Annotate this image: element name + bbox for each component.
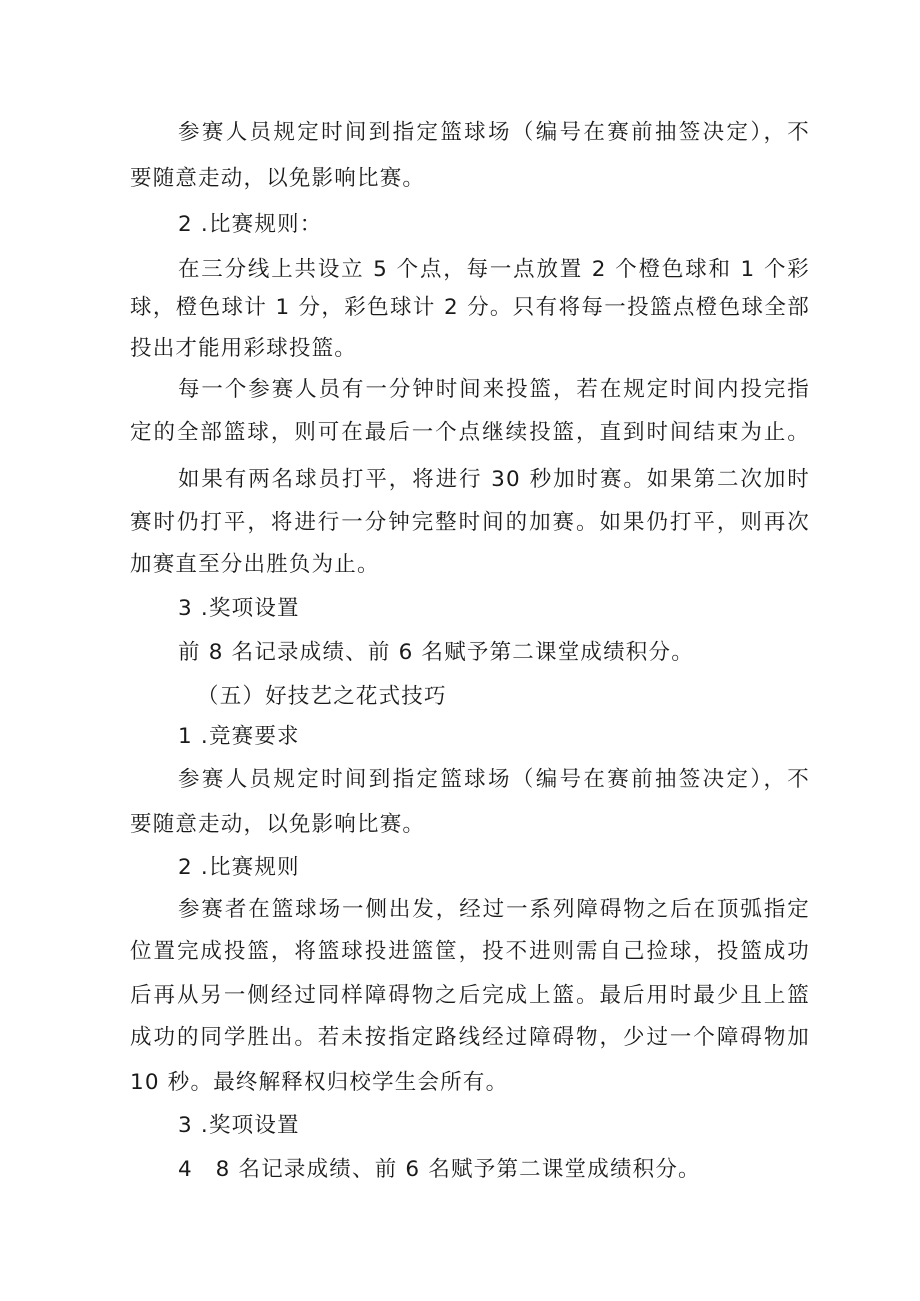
paragraph-line: 在三分线上共设立 5 个点，每一点放置 2 个橙色球和 1 个彩 (178, 257, 810, 282)
section-heading: 3 .奖项设置 (178, 596, 300, 621)
paragraph-line: 球，橙色球计 1 分，彩色球计 2 分。只有将每一投篮点橙色球全部 (130, 295, 810, 320)
paragraph-line: 参赛人员规定时间到指定篮球场（编号在赛前抽签决定），不 (178, 767, 810, 792)
paragraph-line: 定的全部篮球，则可在最后一个点继续投篮，直到时间结束为止。 (130, 420, 810, 445)
section-heading: 2 .比赛规则 (178, 855, 300, 880)
paragraph-line: 如果有两名球员打平，将进行 30 秒加时赛。如果第二次加时 (178, 467, 810, 492)
paragraph-line: 要随意走动，以免影响比赛。 (130, 166, 426, 191)
paragraph-line: 前 8 名记录成绩、前 6 名赋予第二课堂成绩积分。 (178, 640, 694, 665)
section-heading: 3 .奖项设置 (178, 1113, 300, 1138)
paragraph-line: 10 秒。最终解释权归校学生会所有。 (130, 1070, 509, 1095)
paragraph-line: 4 8 名记录成绩、前 6 名赋予第二课堂成绩积分。 (178, 1157, 701, 1182)
paragraph-line: 加赛直至分出胜负为止。 (130, 552, 380, 577)
paragraph-line: 后再从另一侧经过同样障碍物之后完成上篮。最后用时最少且上篮 (130, 983, 810, 1008)
chapter-heading: （五）好技艺之花式技巧 (197, 684, 447, 709)
paragraph-line: 参赛者在篮球场一侧出发，经过一系列障碍物之后在顶弧指定 (178, 897, 810, 922)
paragraph-line: 每一个参赛人员有一分钟时间来投篮，若在规定时间内投完指 (178, 377, 810, 402)
paragraph-line: 赛时仍打平，将进行一分钟完整时间的加赛。如果仍打平，则再次 (130, 510, 810, 535)
paragraph-line: 位置完成投篮，将篮球投进篮筐，投不进则需自己捡球，投篮成功 (130, 939, 810, 964)
paragraph-line: 要随意走动，以免影响比赛。 (130, 812, 426, 837)
paragraph-line: 参赛人员规定时间到指定篮球场（编号在赛前抽签决定），不 (178, 120, 810, 145)
section-heading: 1 .竞赛要求 (178, 724, 300, 749)
paragraph-line: 成功的同学胜出。若未按指定路线经过障碍物，少过一个障碍物加 (130, 1025, 810, 1050)
section-heading: 2 .比赛规则： (178, 212, 323, 237)
paragraph-line: 投出才能用彩球投篮。 (130, 336, 358, 361)
